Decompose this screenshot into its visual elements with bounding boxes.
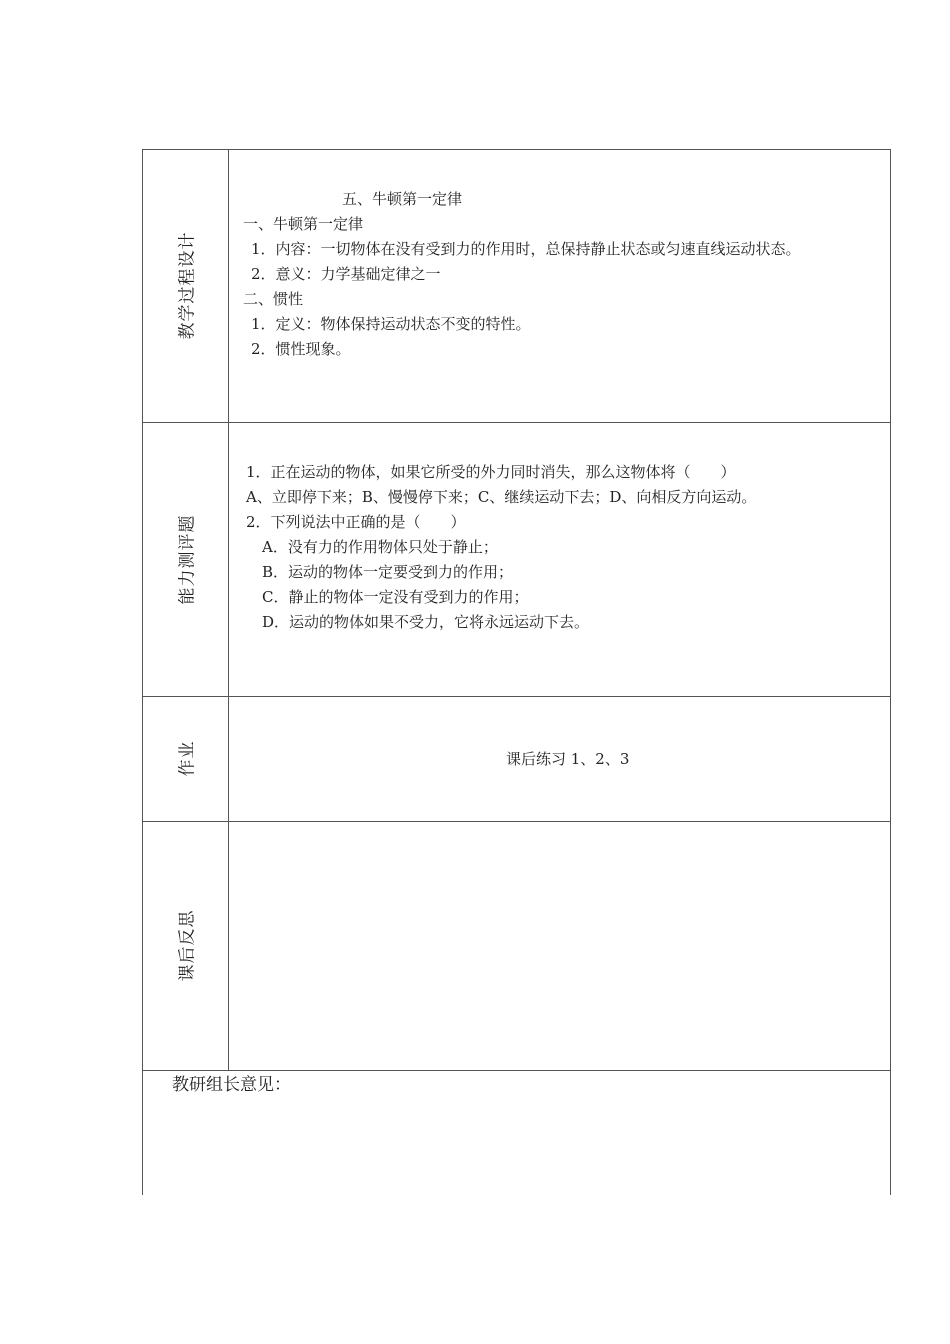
reflection-content	[230, 821, 890, 1070]
design-title: 五、牛顿第一定律	[342, 190, 463, 208]
row-label-homework	[142, 696, 228, 821]
question-2-option-b: B．运动的物体一定要受到力的作用；	[262, 563, 514, 581]
homework-text: 课后练习 1、2、3	[506, 750, 630, 768]
row-divider-4	[142, 1070, 891, 1071]
design-line-4: 二、惯性	[243, 290, 304, 308]
table-border-right	[890, 149, 891, 1195]
homework-content	[230, 696, 890, 821]
design-content	[230, 149, 890, 422]
test-content	[230, 422, 890, 696]
column-divider	[228, 149, 229, 1071]
row-label-reflection	[142, 821, 228, 1070]
row-label-test-text: 能力测评题	[177, 514, 198, 604]
row-label-design-text: 教学过程设计	[177, 231, 198, 340]
design-line-2: 1．内容：一切物体在没有受到力的作用时，总保持静止状态或匀速直线运动状态。	[251, 240, 801, 258]
opinion-label: 教研组长意见：	[172, 1075, 291, 1095]
question-2-option-a: A．没有力的作用物体只处于静止；	[262, 538, 498, 556]
row-label-test	[142, 422, 228, 696]
question-1-options: A、立即停下来；B、慢慢停下来；C、继续运动下去；D、向相反方向运动。	[246, 488, 757, 506]
design-line-5: 1．定义：物体保持运动状态不变的特性。	[251, 315, 531, 333]
question-2-option-c: C．静止的物体一定没有受到力的作用；	[262, 588, 529, 606]
row-label-reflection-text: 课后反思	[177, 909, 198, 982]
design-line-1: 一、牛顿第一定律	[243, 215, 364, 233]
question-1: 1．正在运动的物体，如果它所受的外力同时消失，那么这物体将（ ）	[246, 463, 736, 481]
design-line-3: 2．意义：力学基础定律之一	[251, 265, 441, 283]
row-label-design	[142, 149, 228, 422]
lesson-plan-table	[142, 149, 891, 1195]
question-2-option-d: D．运动的物体如果不受力，它将永远运动下去。	[262, 613, 590, 631]
row-label-homework-text: 作业	[177, 740, 198, 777]
question-2: 2．下列说法中正确的是（ ）	[246, 513, 466, 531]
design-line-6: 2．惯性现象。	[251, 340, 351, 358]
